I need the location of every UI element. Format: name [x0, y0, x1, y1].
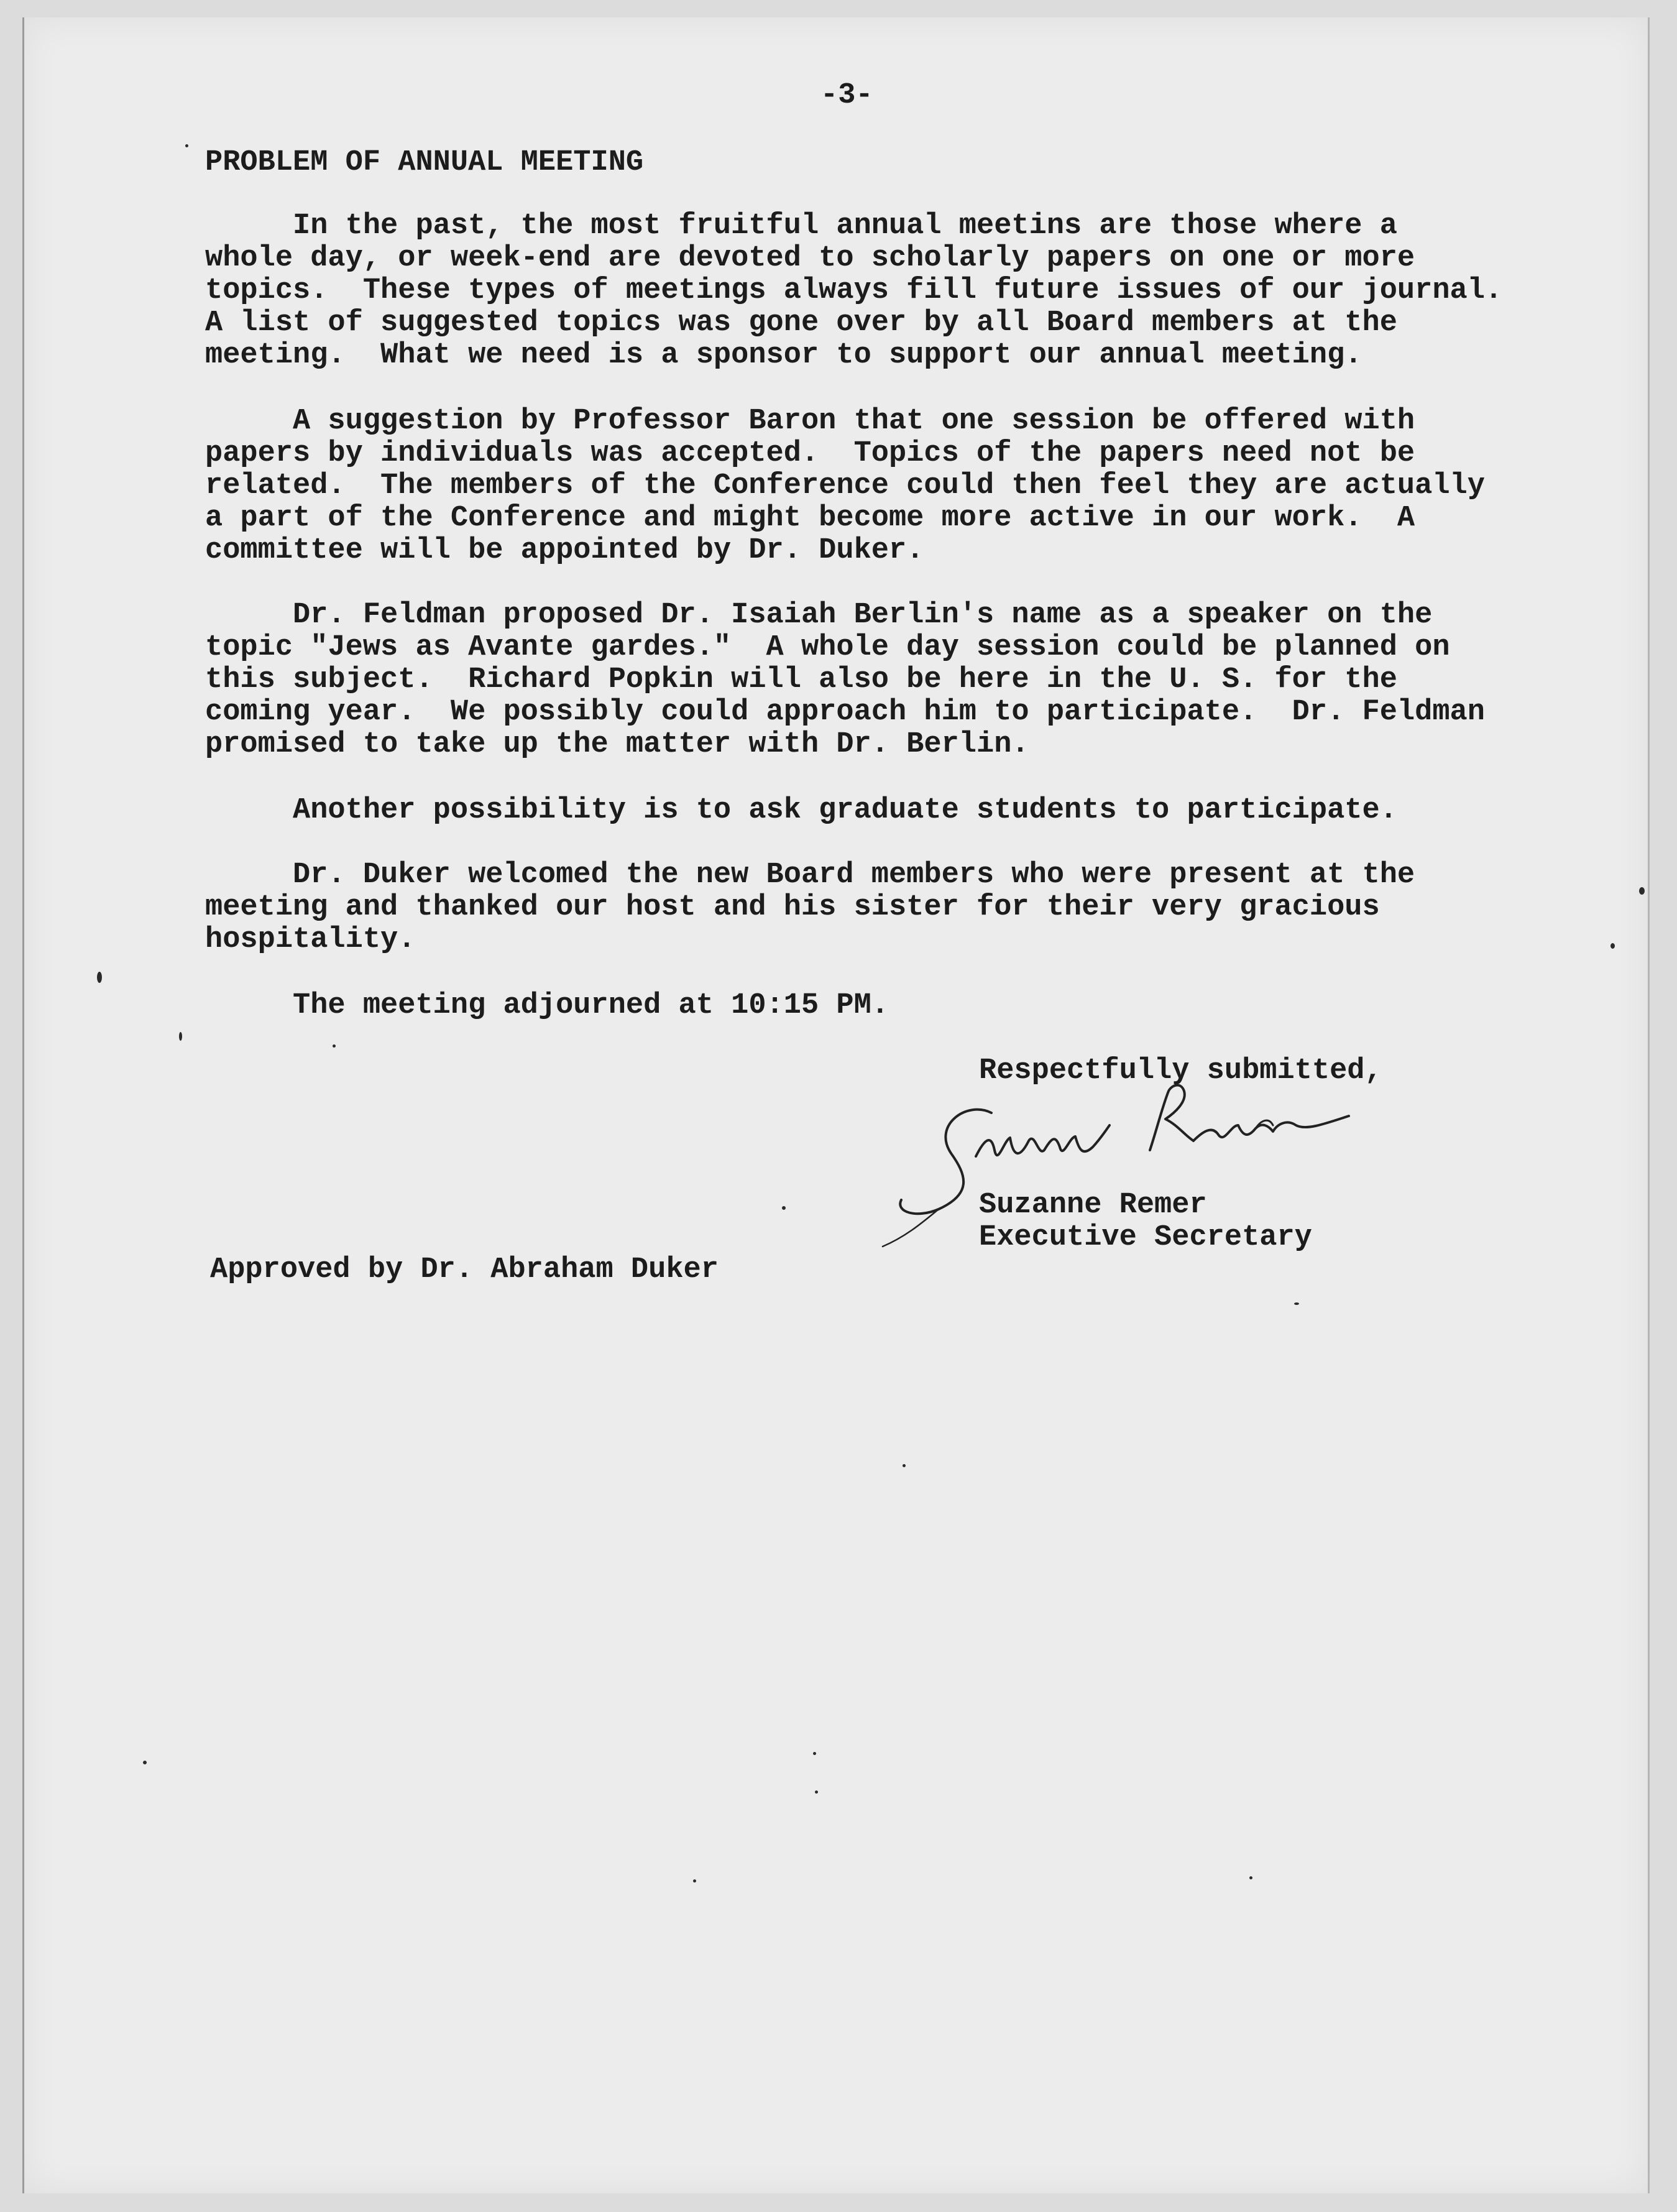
- signer-title: Executive Secretary: [979, 1221, 1312, 1254]
- scan-speck: [815, 1790, 818, 1794]
- approval-line: Approved by Dr. Abraham Duker: [210, 1253, 719, 1286]
- paragraph-graduate-students: [205, 795, 1397, 827]
- paragraph-duker-welcome: [205, 859, 1415, 956]
- paragraph-line: In the past, the most fruitful annual meetins are those where a: [205, 210, 1397, 242]
- paragraph-line: committee will be appointed by Dr. Duker.: [205, 534, 924, 567]
- scan-speck: [903, 1464, 906, 1467]
- scan-speck: [1639, 887, 1645, 895]
- scan-speck: [143, 1761, 147, 1764]
- scan-speck: [1294, 1302, 1299, 1305]
- paragraph-line: hospitality.: [205, 923, 416, 956]
- paragraph-line: Dr. Duker welcomed the new Board members who were present at the: [205, 859, 1415, 892]
- paragraph-line: A suggestion by Professor Baron that one session be offered with: [205, 405, 1415, 438]
- paragraph-line: The meeting adjourned at 10:15 PM.: [205, 989, 889, 1022]
- closing-salutation: Respectfully submitted,: [979, 1054, 1382, 1087]
- paragraph-line: coming year. We possibly could approach him to participate. Dr. Feldman: [205, 696, 1485, 729]
- paragraph-adjournment: [205, 990, 889, 1022]
- paragraph-line: A list of suggested topics was gone over by all Board members at the: [205, 306, 1397, 339]
- section-title: PROBLEM OF ANNUAL MEETING: [205, 146, 644, 179]
- paragraph-line: a part of the Conference and might become more active in our work. A: [205, 502, 1415, 535]
- paragraph-line: Another possibility is to ask graduate students to participate.: [205, 794, 1397, 827]
- scan-speck: [813, 1752, 816, 1755]
- scan-speck: [693, 1879, 696, 1883]
- scan-speck: [179, 1032, 182, 1041]
- scan-speck: [97, 972, 102, 983]
- signer-name: Suzanne Remer: [979, 1189, 1207, 1222]
- scan-speck: [1610, 943, 1615, 949]
- paragraph-line: this subject. Richard Popkin will also be here in the U. S. for the: [205, 663, 1397, 696]
- scan-speck: [782, 1206, 786, 1210]
- paragraph-line: promised to take up the matter with Dr. Berlin.: [205, 728, 1029, 761]
- paragraph-feldman-proposal: [205, 599, 1485, 761]
- paragraph-line: meeting and thanked our host and his sister for their very gracious: [205, 891, 1380, 924]
- scan-speck: [333, 1044, 336, 1048]
- paragraph-line: papers by individuals was accepted. Topics of the papers need not be: [205, 437, 1415, 470]
- paragraph-annual-meetings: [205, 210, 1502, 372]
- page-number: -3-: [820, 79, 873, 112]
- paragraph-line: whole day, or week-end are devoted to scholarly papers on one or more: [205, 242, 1415, 275]
- paragraph-line: meeting. What we need is a sponsor to support our annual meeting.: [205, 339, 1362, 372]
- paragraph-line: related. The members of the Conference could then feel they are actually: [205, 469, 1485, 502]
- paragraph-baron-suggestion: [205, 405, 1485, 567]
- paragraph-line: Dr. Feldman proposed Dr. Isaiah Berlin's name as a speaker on the: [205, 599, 1433, 632]
- paragraph-line: topics. These types of meetings always fill future issues of our journal.: [205, 274, 1503, 307]
- paragraph-line: topic "Jews as Avante gardes." A whole day session could be planned on: [205, 631, 1450, 664]
- scan-speck: [185, 144, 188, 147]
- scan-speck: [1249, 1876, 1252, 1879]
